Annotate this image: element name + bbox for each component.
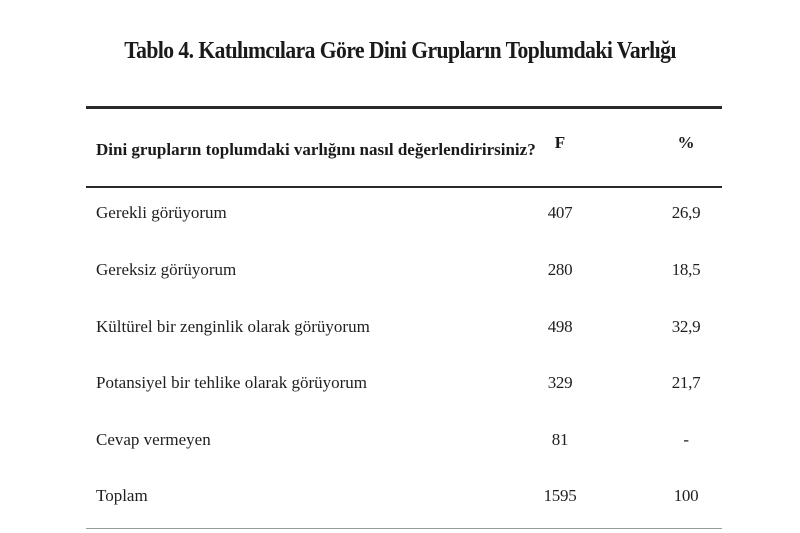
top-rule [86, 106, 722, 109]
row-label: Toplam [96, 486, 148, 505]
row-percent: - [683, 430, 689, 449]
header-rule [86, 186, 722, 188]
row-f: 280 [547, 260, 573, 279]
header-percent: % [677, 133, 695, 152]
row-f: 1595 [543, 486, 577, 505]
row-label: Cevap vermeyen [96, 430, 211, 449]
header-f: F [554, 133, 566, 152]
row-f: 329 [547, 373, 573, 392]
row-percent: 100 [673, 486, 699, 505]
row-f: 81 [551, 430, 569, 449]
row-percent: 32,9 [671, 317, 701, 336]
row-label: Kültürel bir zenginlik olarak görüyorum [96, 317, 370, 336]
bottom-rule [86, 528, 722, 529]
row-label: Gerekli görüyorum [96, 203, 227, 222]
table-title: Tablo 4. Katılımcılara Göre Dini Grupların Toplumdaki Varlığı [124, 38, 676, 64]
row-percent: 18,5 [671, 260, 701, 279]
header-question: Dini grupların toplumdaki varlığını nasıl değerlendirirsiniz? [96, 140, 536, 159]
row-percent: 26,9 [671, 203, 701, 222]
row-f: 498 [547, 317, 573, 336]
row-label: Gereksiz görüyorum [96, 260, 237, 279]
row-percent: 21,7 [671, 373, 701, 392]
row-f: 407 [547, 203, 573, 222]
row-label: Potansiyel bir tehlike olarak görüyorum [96, 373, 367, 392]
